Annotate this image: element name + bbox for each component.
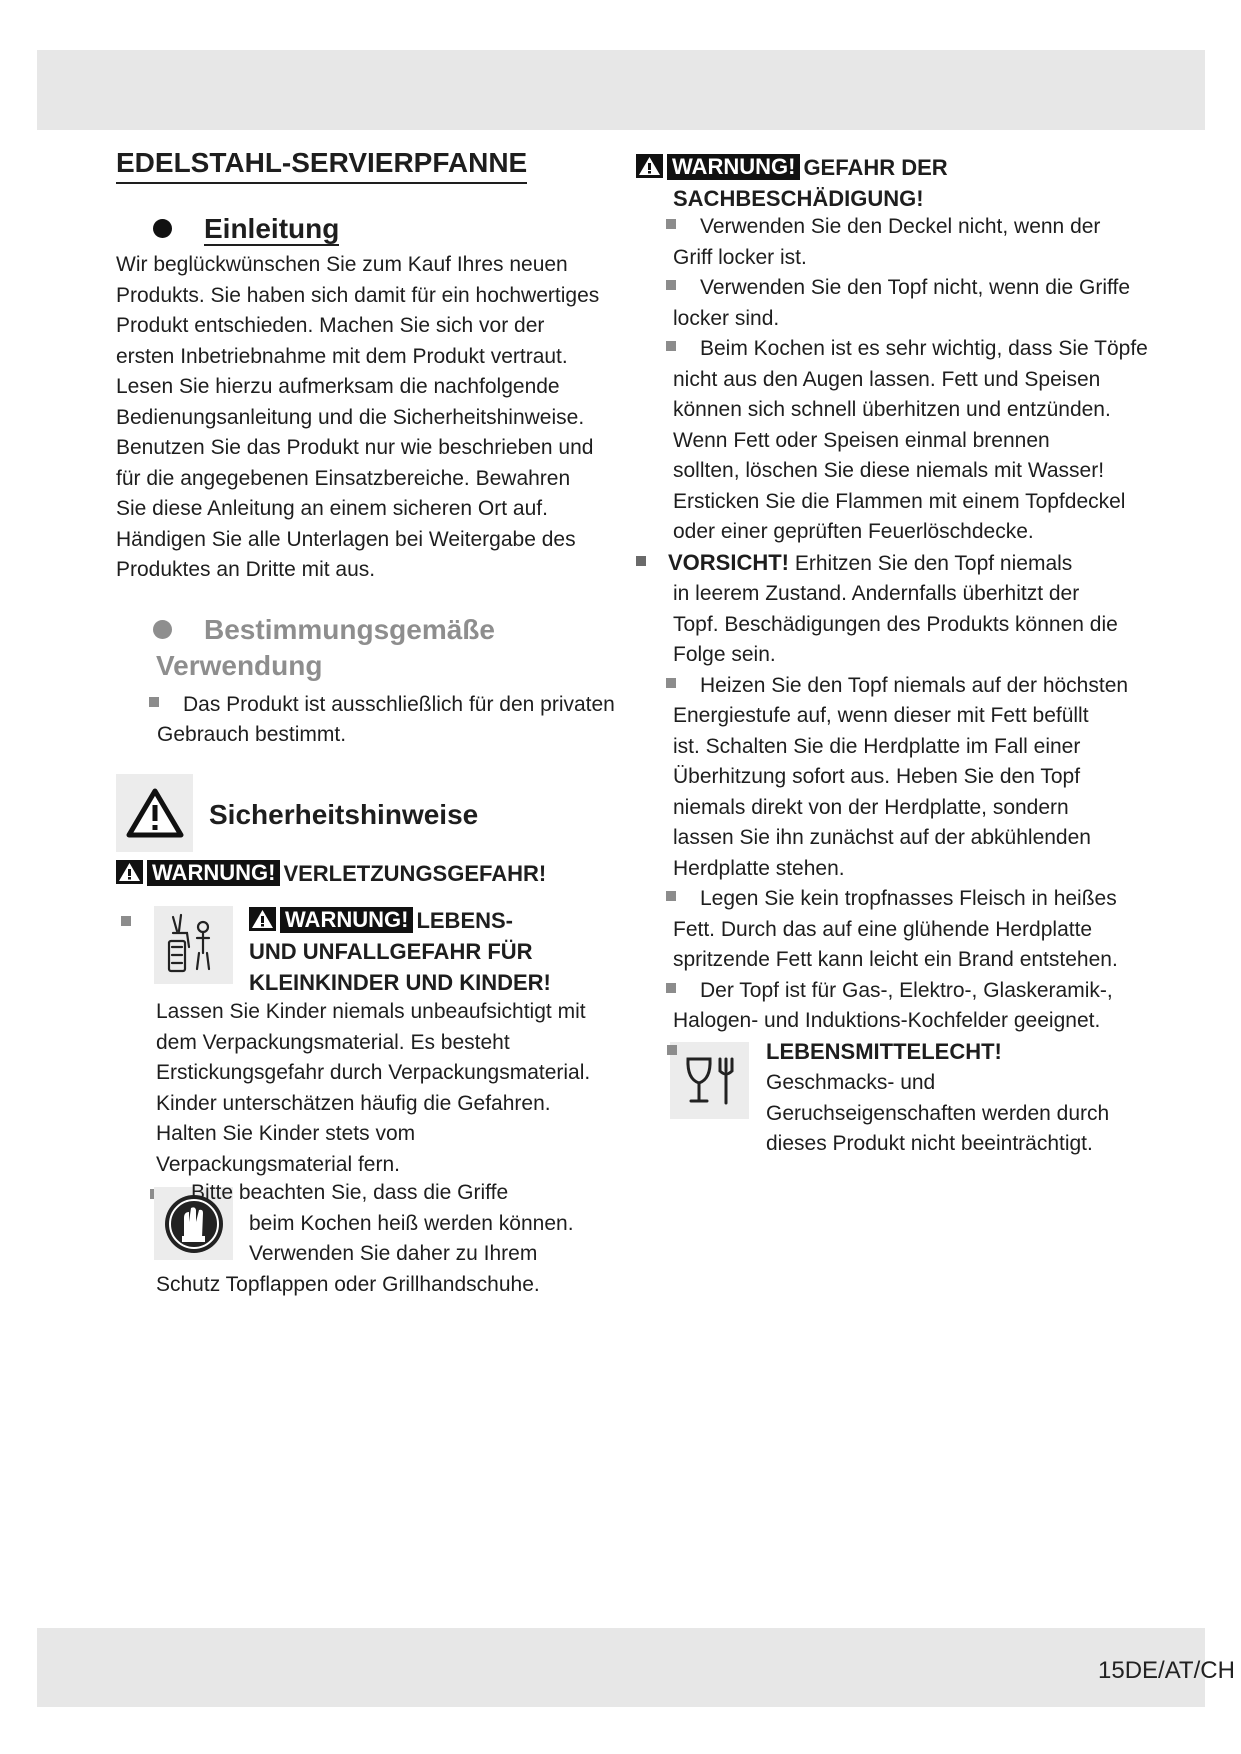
property-warning: WARNUNG! GEFAHR DER — [636, 152, 1161, 183]
food-safe-icon — [670, 1042, 749, 1119]
bullet-square-icon — [666, 983, 676, 993]
list-item: Verwenden Sie den Topf nicht, wenn die Griffe — [666, 273, 1161, 304]
child-warning-text — [156, 997, 626, 1180]
intro-line: Sie diese Anleitung an einem sicheren Ort auf. — [116, 497, 548, 520]
property-warning-line2: SACHBESCHÄDIGUNG! — [673, 186, 924, 211]
intro-line: für die angegebenen Einsatzbereiche. Bewahren — [116, 466, 571, 490]
text-line: dieses Produkt nicht beeinträchtigt. — [766, 1132, 1093, 1155]
bullet-square-icon — [121, 916, 131, 926]
text-line: Geschmacks- und — [766, 1071, 936, 1094]
usage-heading-line2: Verwendung — [156, 649, 323, 681]
text-line: Lassen Sie Kinder niemals unbeaufsichtigt mit — [156, 1000, 586, 1023]
list-item: Der Topf ist für Gas-, Elektro-, Glaskeramik-, — [666, 976, 1161, 1007]
intro-line: Bedienungsanleitung und die Sicherheitshinweise. — [116, 405, 585, 429]
caution-item: VORSICHT! Erhitzen Sie den Topf niemals in leerem Zustand. Andernfalls überhitzt der Topf. Beschädigungen des Produkts können die Folge sein. — [636, 548, 1161, 671]
intro-line: Benutzen Sie das Produkt nur wie beschrieben und — [116, 436, 594, 459]
injury-warning: WARNUNG! VERLETZUNGSGEFAHR! — [116, 858, 546, 889]
text-line: dem Verpackungsmaterial. Es besteht — [156, 1030, 510, 1054]
footer-band — [37, 1628, 1235, 1707]
warning-sign-icon — [116, 774, 193, 852]
gloves-line: Bitte beachten Sie, dass die Griffe — [191, 1181, 509, 1204]
right-column — [636, 152, 1161, 1037]
gloves-line: Schutz Topflappen oder Grillhandschuhe. — [156, 1273, 540, 1296]
list-item: Beim Kochen ist es sehr wichtig, dass Sie Töpfe — [666, 334, 1161, 365]
page-number: 15DE/AT/CH — [1098, 1657, 1235, 1684]
heating-list: Heizen Sie den Topf niemals auf der höchsten Energiestufe auf, wenn dieser mit Fett befüllt ist. Schalten Sie die Herdplatte im Fall einer Überhitzung sofort aus. Heben Sie den Topf niemals direkt von der Herdplatte, sondern lassen Sie ihn zunächst auf der abkühlenden Herdplatte stehen. Legen Sie kein tropfnasses Fleisch in heißes Fett. Durch das auf eine glühende Herdplatte spritzende Fett kann leicht ein Brand entstehen. Der Topf ist für Gas-, Elektro-, Glaskeramik-, Halogen- und Induktions-Kochfelder geeignet. — [636, 671, 1161, 1037]
intro-line: Produktes an Dritte mit aus. — [116, 558, 376, 581]
usage-heading: Bestimmungsgemäße — [116, 612, 636, 648]
usage-item: Das Produkt ist ausschließlich für den privaten Gebrauch bestimmt. — [116, 690, 636, 751]
warning-label: WARNUNG! — [147, 860, 280, 886]
gloves-line: beim Kochen heiß werden können. — [249, 1212, 574, 1235]
child-hazard-icon — [154, 906, 233, 984]
warning-label: WARNUNG! — [667, 154, 800, 180]
warning-triangle-icon — [116, 860, 143, 884]
intro-heading: Einleitung — [116, 211, 636, 247]
intro-line: Produkt entschieden. Machen Sie sich vor der — [116, 314, 545, 337]
list-item: Heizen Sie den Topf niemals auf der höchsten — [666, 671, 1161, 702]
gloves-line: Verwenden Sie daher zu Ihrem — [249, 1242, 538, 1265]
child-warning-line: KLEINKINDER UND KINDER! — [249, 970, 551, 995]
food-safe-text — [766, 1068, 1109, 1160]
bullet-square-icon — [666, 678, 676, 688]
safety-heading: Sicherheitshinweise — [209, 799, 479, 830]
list-item: Verwenden Sie den Deckel nicht, wenn der — [666, 212, 1161, 243]
intro-line: Wir beglückwünschen Sie zum Kauf Ihres neuen — [116, 253, 568, 276]
text-line: Geruchseigenschaften werden durch — [766, 1101, 1110, 1125]
page-title: EDELSTAHL-SERVIERPFANNE — [116, 145, 527, 184]
property-list: Verwenden Sie den Deckel nicht, wenn der Griff locker ist. Verwenden Sie den Topf nicht, wenn die Griffe locker sind. Beim Kochen ist es sehr wichtig, dass Sie Töpfe nicht aus den Augen lassen. Fett und Speisen können sich schnell überhitzen und entzünden. Wenn Fett oder Speisen einmal brennen sollten, löschen Sie diese niemals mit Wasser! Ersticken Sie die Flammen mit einem Topfdeckel oder einer geprüften Feuerlöschdecke. — [636, 212, 1161, 548]
text-line: Verpackungsmaterial fern. — [156, 1152, 400, 1176]
bullet-square-icon — [666, 341, 676, 351]
child-warning-line: UND UNFALLGEFAHR FÜR — [249, 939, 533, 964]
intro-line: Produkts. Sie haben sich damit für ein hochwertiges — [116, 283, 600, 307]
caution-label: VORSICHT! — [668, 549, 789, 575]
text-line: Kinder unterschätzen häufig die Gefahren. — [156, 1091, 551, 1115]
left-column — [116, 145, 636, 751]
bullet-square-icon — [667, 1045, 677, 1055]
intro-text — [116, 250, 636, 586]
bullet-square-icon — [666, 219, 676, 229]
text-line: Halten Sie Kinder stets vom — [156, 1122, 416, 1145]
text-line: Erstickungsgefahr durch Verpackungsmaterial. — [156, 1061, 591, 1084]
child-warning-heading: WARNUNG! LEBENS- — [249, 905, 513, 936]
intro-line: Händigen Sie alle Unterlagen bei Weitergabe des — [116, 527, 576, 551]
header-band — [37, 50, 1205, 130]
list-item: Legen Sie kein tropfnasses Fleisch in heißes — [666, 884, 1161, 915]
intro-line: ersten Inbetriebnahme mit dem Produkt vertraut. — [116, 344, 568, 368]
bullet-square-icon — [636, 556, 646, 566]
warning-triangle-icon — [636, 154, 663, 178]
food-safe-heading: LEBENSMITTELECHT! — [766, 1039, 1002, 1064]
bullet-square-icon — [149, 697, 159, 707]
bullet-dot-icon — [153, 620, 172, 639]
bullet-square-icon — [666, 891, 676, 901]
intro-line: Lesen Sie hierzu aufmerksam die nachfolgende — [116, 375, 560, 398]
bullet-dot-icon — [153, 219, 172, 238]
warning-label: WARNUNG! — [280, 907, 413, 933]
warning-triangle-icon — [249, 907, 276, 931]
bullet-square-icon — [666, 280, 676, 290]
